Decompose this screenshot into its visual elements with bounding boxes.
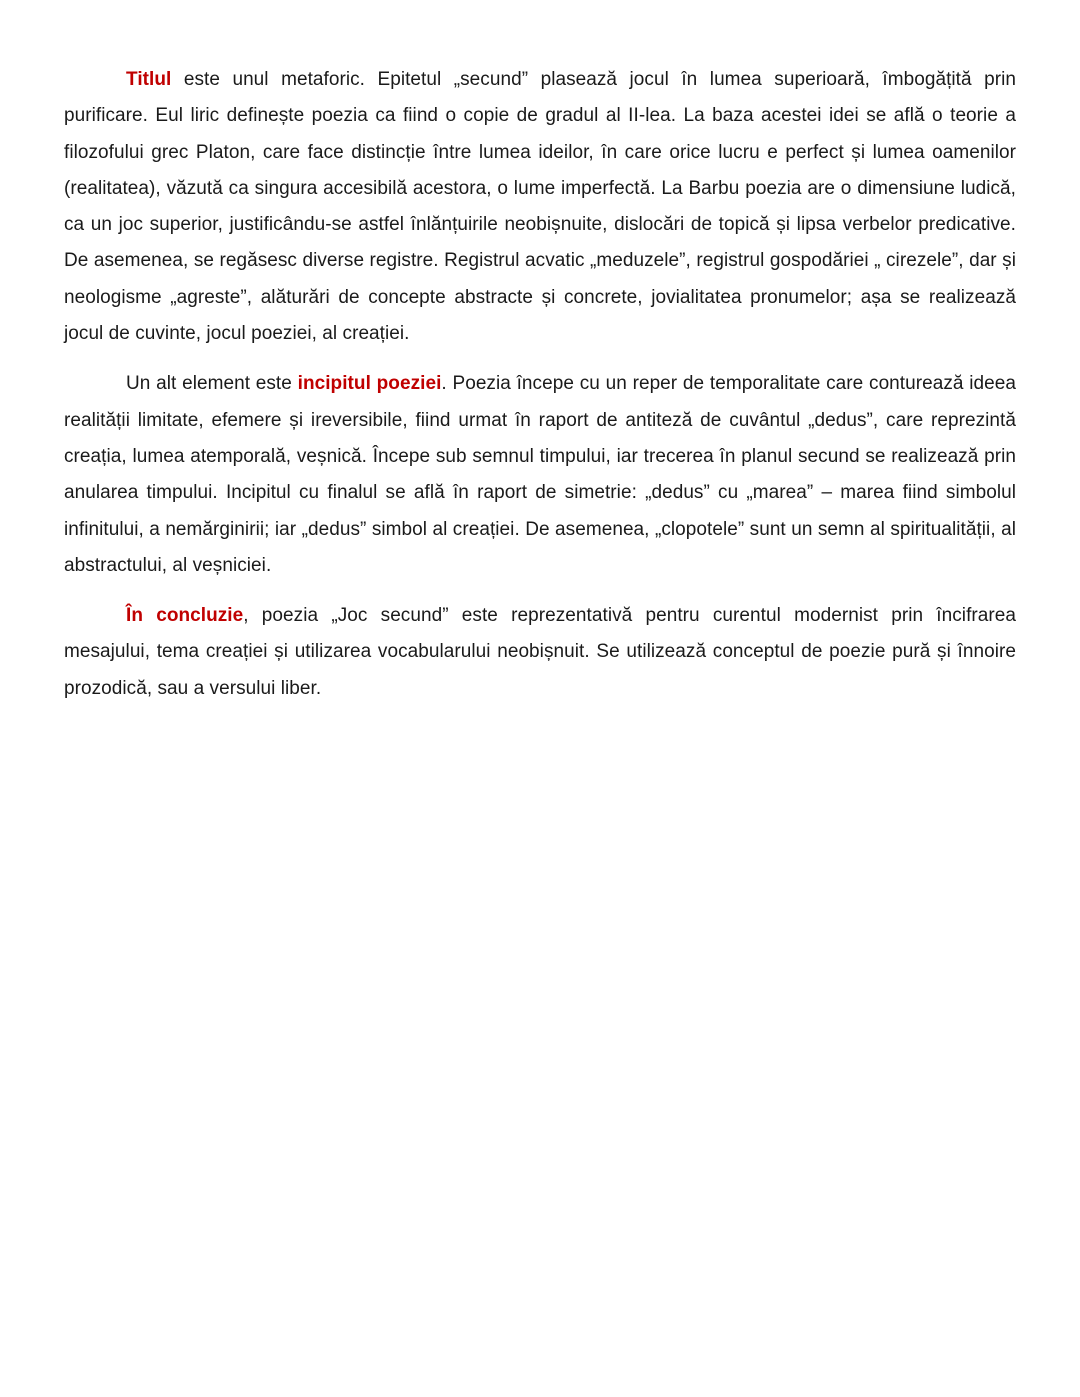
keyword-highlight: incipitul poeziei <box>297 373 442 395</box>
document-page <box>64 62 1016 721</box>
paragraph-text: , poezia „Joc secund” este reprezentativă pentru curentul modernist prin încifrarea mesajului, tema creației și utilizarea vocabularului neobișnuit. Se utilizează conceptul de poezie pură și înnoire prozodică, sau a versului liber. <box>64 605 1017 699</box>
paragraph-conclusion <box>64 598 1016 707</box>
keyword-highlight: În concluzie <box>126 605 244 627</box>
paragraph-incipit <box>64 366 1016 584</box>
paragraph-prefix: Un alt element este <box>126 373 298 395</box>
keyword-highlight: Titlul <box>126 69 172 90</box>
paragraph-title <box>64 62 1016 352</box>
paragraph-text: este unul metaforic. Epitetul „secund” plasează jocul în lumea superioară, îmbogățită prin purificare. Eul liric definește poezia ca fiind o copie de gradul al II-lea. La baza acestei idei se află o teorie a filozofului grec Platon, care face distincție între lumea ideilor, în care orice lucru e perfect și lumea oamenilor (realitatea), văzută ca singura accesibilă acestora, o lume imperfectă. La Barbu poezia are o dimensiune ludică, ca un joc superior, justificându-se astfel înlănțuirile neobișnuite, dislocări de topică și lipsa verbelor predicative. De asemenea, se regăsesc diverse registre. Registrul acvatic „meduzele”, registrul gospodăriei „ cirezele”, dar și neologisme „agreste”, alăturări de concepte abstracte și concrete, jovialitatea pronumelor; așa se realizează jocul de cuvinte, jocul poeziei, al creației. <box>64 69 1016 345</box>
paragraph-text: . Poezia începe cu un reper de temporalitate care conturează ideea realității limitate, efemere și ireversibile, fiind urmat în raport de antiteză de cuvântul „dedus”, care reprezintă creația, lumea atemporală, veșnică. Începe sub semnul timpului, iar trecerea în planul secund se realizează prin anularea timpului. Incipitul cu finalul se află în raport de simetrie: „dedus” cu „marea” – marea fiind simbolul infinitului, a nemărginirii; iar „dedus” simbol al creației. De asemenea, „clopotele” sunt un semn al spiritualității, al abstractului, al veșniciei. <box>64 373 1016 576</box>
